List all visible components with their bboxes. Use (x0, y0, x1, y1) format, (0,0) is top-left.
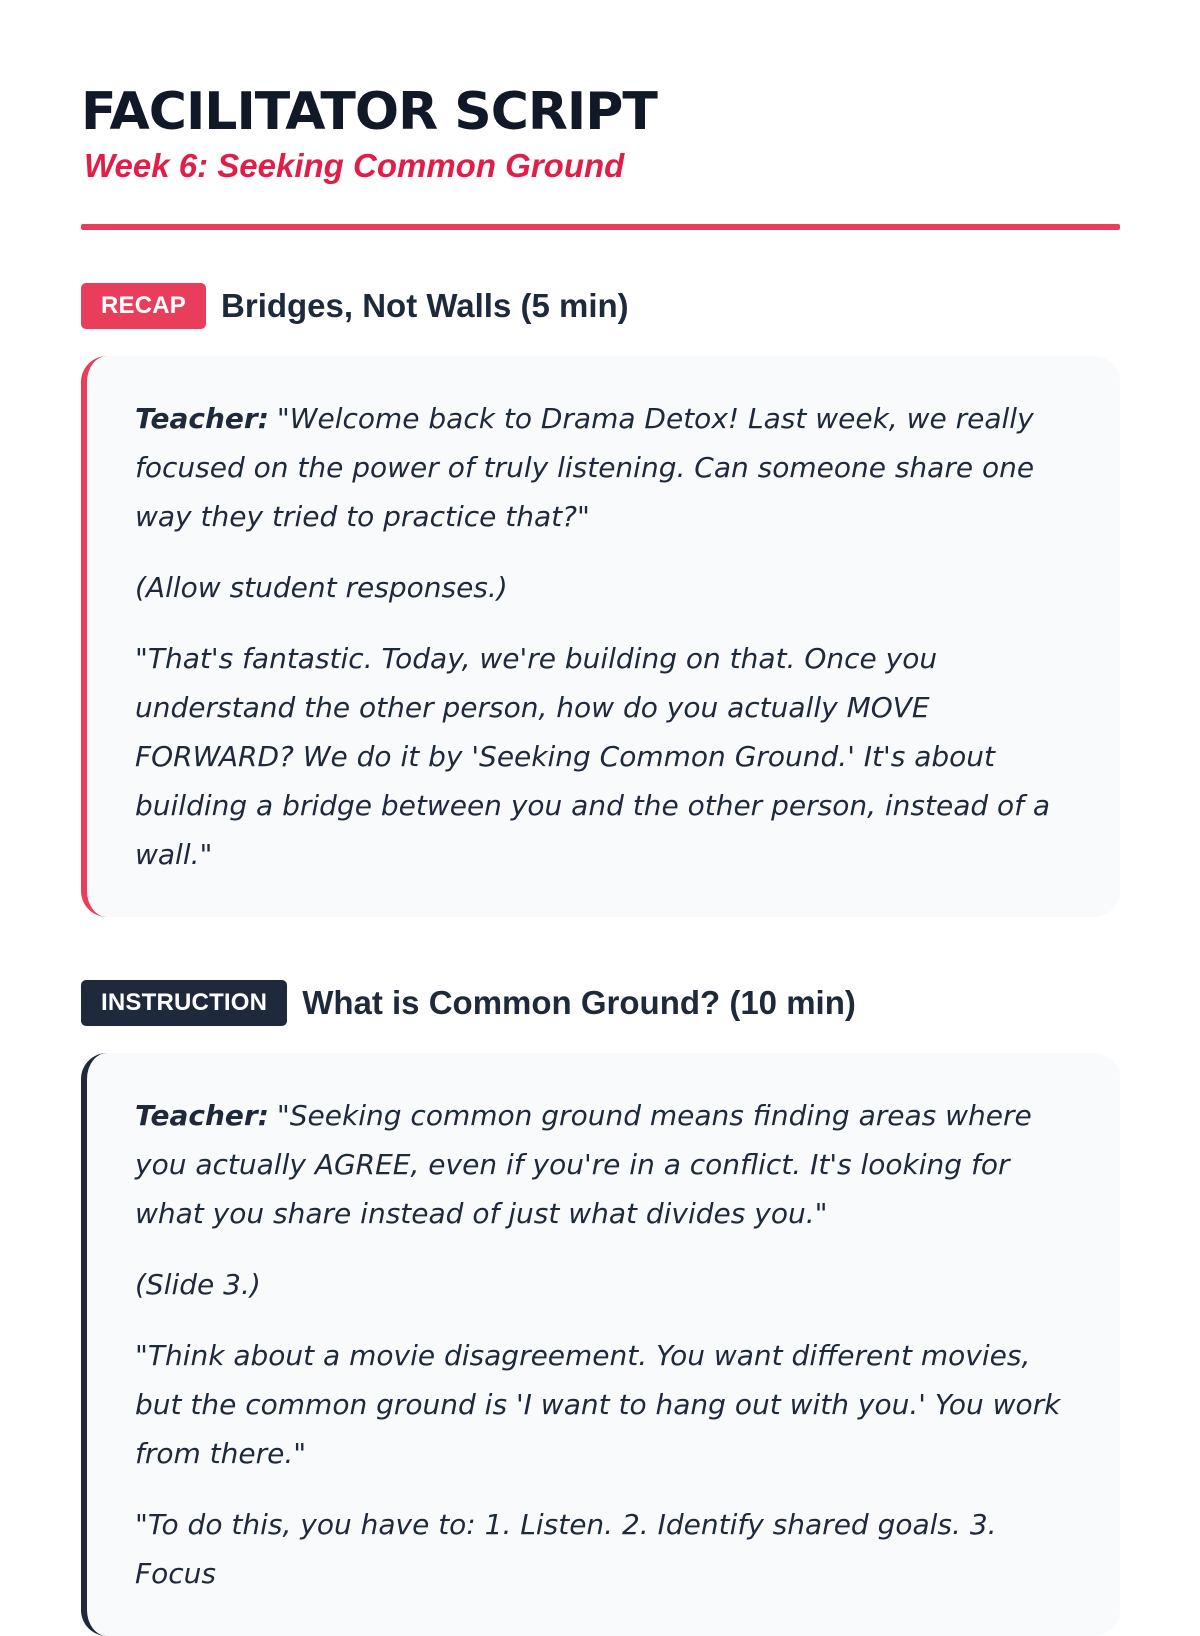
speaker-label: Teacher: (135, 402, 269, 435)
section-title-instruction: What is Common Ground? (10 min) (302, 984, 856, 1021)
script-paragraph: "Think about a movie disagreement. You want different movies, but the common ground is 'I want to hang out with you.' You work from there." (135, 1339, 1061, 1470)
section-header-recap (81, 282, 1120, 330)
section-title-recap: Bridges, Not Walls (5 min) (221, 287, 629, 324)
page-title: FACILITATOR SCRIPT (81, 82, 657, 142)
script-paragraph (135, 394, 1082, 541)
script-paragraph: "That's fantastic. Today, we're building on that. Once you understand the other person, how do you actually MOVE FORWARD? We do it by 'Seeking Common Ground.' It's about building a bridge between you and the other person, instead of a wall." (135, 642, 1051, 871)
section-header-instruction (81, 979, 1120, 1027)
header-divider (81, 224, 1120, 230)
script-text: "Welcome back to Drama Detox! Last week, we really focused on the power of truly listening. Can someone share one way they tried to practice that?" (135, 402, 1035, 533)
script-paragraph (135, 1091, 1082, 1238)
script-text: "Seeking common ground means finding areas where you actually AGREE, even if you're in a conflict. It's looking for what you share instead of just what divides you." (135, 1099, 1032, 1230)
section-badge-instruction: INSTRUCTION (81, 980, 287, 1026)
speaker-label: Teacher: (135, 1099, 269, 1132)
section-badge-recap: RECAP (81, 283, 206, 329)
script-box-recap (81, 356, 1120, 917)
stage-direction: (Allow student responses.) (135, 571, 508, 604)
facilitator-script-page (81, 0, 1120, 1636)
stage-direction: (Slide 3.) (135, 1268, 261, 1301)
script-paragraph: "To do this, you have to: 1. Listen. 2. Identify shared goals. 3. Focus (135, 1508, 997, 1590)
script-box-instruction (81, 1053, 1120, 1636)
page-subtitle: Week 6: Seeking Common Ground (84, 147, 625, 184)
